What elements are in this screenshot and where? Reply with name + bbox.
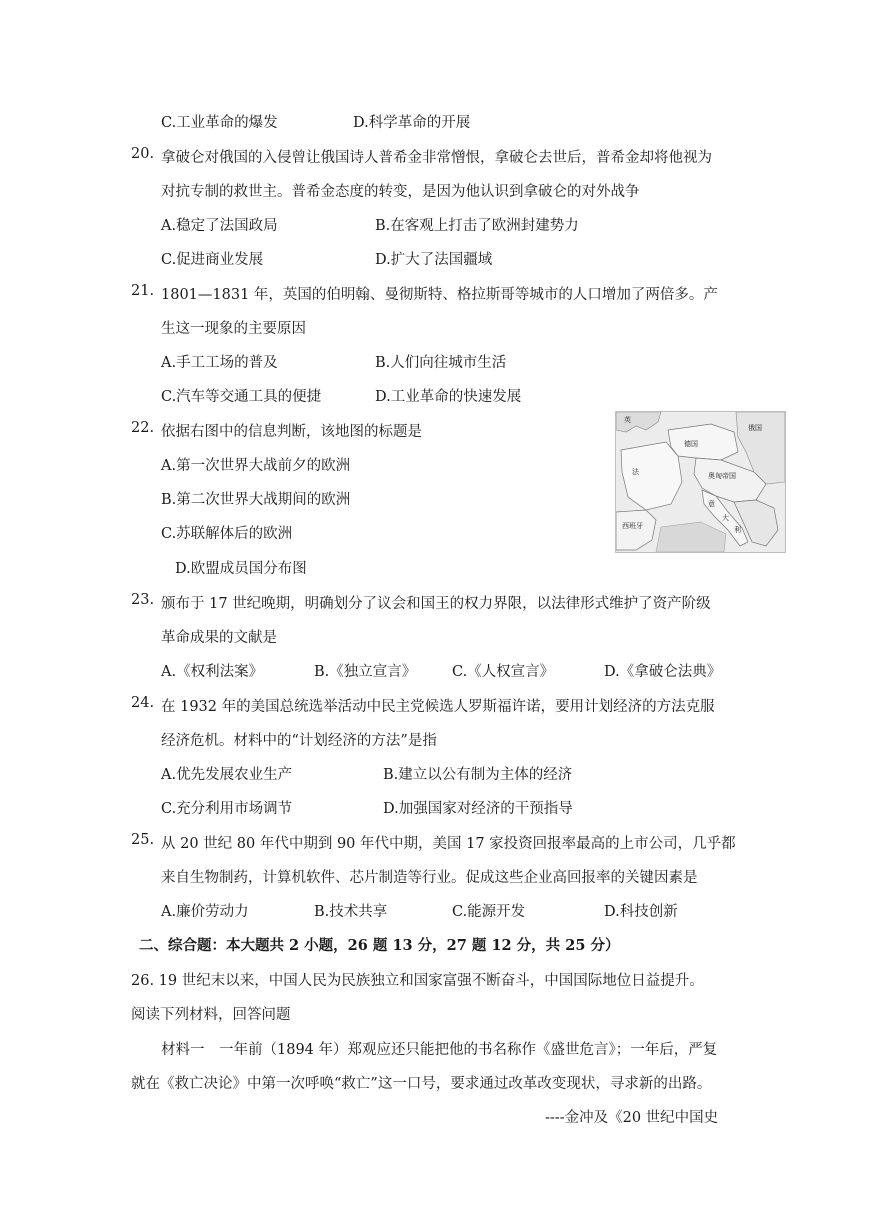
q25-option-a: A.廉价劳动力	[161, 904, 249, 920]
section2-heading: 二、综合题：本大题共 2 小题，26 题 13 分，27 题 12 分，共 25 分）	[139, 937, 620, 954]
q25-number: 25.	[131, 832, 155, 848]
q21-number: 21.	[131, 283, 155, 299]
q24-number: 24.	[131, 695, 155, 711]
map-label-da: 大	[722, 514, 729, 522]
q21-option-c: C.汽车等交通工具的便捷	[161, 389, 322, 405]
q21-option-b: B.人们向往城市生活	[375, 355, 507, 371]
q24-option-c: C.充分利用市场调节	[161, 801, 293, 817]
q20-stem-line2: 对抗专制的救世主。普希金态度的转变，是因为他认识到拿破仑的对外战争	[161, 184, 640, 200]
q25-option-b: B.技术共享	[314, 904, 388, 920]
q23-option-a: A.《权利法案》	[161, 664, 264, 680]
q26-material1-line2: 就在《救亡决论》中第一次呼唤“救亡”这一口号，要求通过改革改变现状，寻求新的出路。	[131, 1076, 712, 1092]
q23-option-b: B.《独立宣言》	[314, 664, 417, 680]
q20-number: 20.	[131, 146, 155, 162]
q19-option-d: D.科学革命的开展	[353, 115, 471, 131]
q25-option-c: C.能源开发	[452, 904, 526, 920]
q21-stem-line1: 1801—1831 年，英国的伯明翰、曼彻斯特、格拉斯哥等城市的人口增加了两倍多。产	[161, 287, 718, 303]
q22-stem: 依据右图中的信息判断，该地图的标题是	[161, 424, 422, 440]
q26-line2: 阅读下列材料，回答问题	[131, 1007, 291, 1023]
map-label-russia: 俄国	[748, 424, 762, 432]
q24-option-d: D.加强国家对经济的干预指导	[383, 801, 573, 817]
map-label-austria: 奥匈帝国	[708, 472, 736, 480]
q25-stem-line1: 从 20 世纪 80 年代中期到 90 年代中期，美国 17 家投资回报率最高的上市公司，几乎都	[161, 836, 736, 852]
map-label-england: 英	[624, 416, 631, 424]
q21-option-a: A.手工工场的普及	[161, 355, 278, 371]
q23-number: 23.	[131, 592, 155, 608]
q19-option-c: C.工业革命的爆发	[161, 115, 278, 131]
q23-stem-line1: 颁布于 17 世纪晚期，明确划分了议会和国王的权力界限，以法律形式维护了资产阶级	[161, 596, 711, 612]
q23-option-c: C.《人权宣言》	[452, 664, 555, 680]
q22-option-c: C.苏联解体后的欧洲	[161, 526, 293, 542]
q20-option-d: D.扩大了法国疆域	[375, 252, 493, 268]
q24-stem-line1: 在 1932 年的美国总统选举活动中民主党候选人罗斯福许诺，要用计划经济的方法克服	[161, 699, 715, 715]
q21-option-d: D.工业革命的快速发展	[375, 389, 522, 405]
q25-stem-line2: 来自生物制药，计算机软件、芯片制造等行业。促成这些企业高回报率的关键因素是	[161, 870, 698, 886]
q22-option-d: D.欧盟成员国分布图	[175, 561, 307, 577]
q20-option-b: B.在客观上打击了欧洲封建势力	[375, 218, 579, 234]
q21-stem-line2: 生这一现象的主要原因	[161, 321, 306, 337]
q26-source: ----金冲及《20 世纪中国史	[545, 1110, 719, 1126]
q20-option-a: A.稳定了法国政局	[161, 218, 278, 234]
q22-option-b: B.第二次世界大战期间的欧洲	[161, 492, 351, 508]
q23-stem-line2: 革命成果的文献是	[161, 630, 277, 646]
map-label-spain: 西班牙	[622, 522, 643, 530]
q23-option-d: D.《拿破仑法典》	[604, 664, 722, 680]
q20-option-c: C.促进商业发展	[161, 252, 264, 268]
map-label-germany: 德国	[684, 440, 698, 448]
q24-option-b: B.建立以公有制为主体的经济	[383, 767, 573, 783]
q20-stem-line1: 拿破仑对俄国的入侵曾让俄国诗人普希金非常憎恨，拿破仑去世后，普希金却将他视为	[161, 150, 712, 166]
q25-option-d: D.科技创新	[604, 904, 678, 920]
q24-stem-line2: 经济危机。材料中的“计划经济的方法”是指	[161, 733, 437, 749]
q24-option-a: A.优先发展农业生产	[161, 767, 293, 783]
europe-map-svg	[616, 412, 785, 552]
q22-number: 22.	[131, 420, 155, 436]
q22-option-a: A.第一次世界大战前夕的欧洲	[161, 458, 351, 474]
map-label-france: 法	[632, 468, 639, 476]
q26-material1-line1: 材料一 一年前（1894 年）郑观应还只能把他的书名称作《盛世危言》；一年后，严复	[161, 1042, 718, 1058]
map-label-li: 利	[734, 526, 741, 534]
map-label-italy: 意	[708, 500, 715, 508]
europe-map-figure	[615, 411, 786, 553]
q26-line1: 26. 19 世纪末以来，中国人民为民族独立和国家富强不断奋斗，中国国际地位日益提升。	[131, 973, 704, 989]
